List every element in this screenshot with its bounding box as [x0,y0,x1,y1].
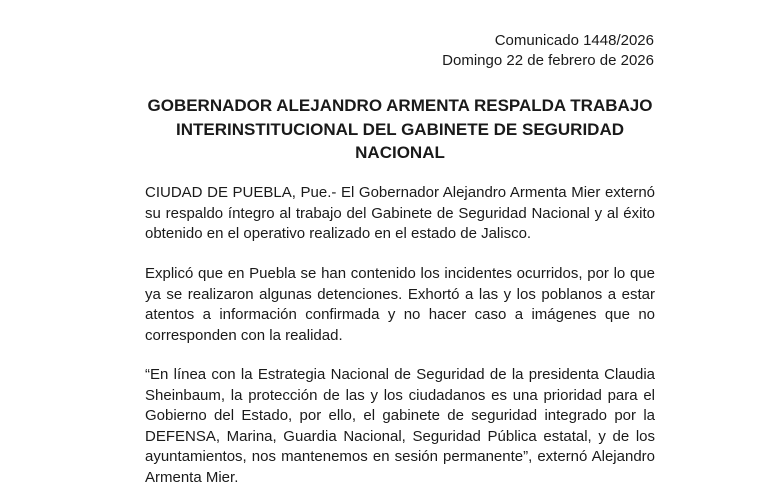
body-paragraph-3: “En línea con la Estrategia Nacional de Seguridad de la presidenta Claudia Sheinbaum, la protección de las y los ciudadanos es una prioridad para el Gobierno del Estado, por ello, el gabinete de seguridad integrado por la DEFENSA, Marina, Guardia Nacional, Seguridad Pública estatal, y de los ayuntamientos, nos mantenemos en sesión permanente”, externó Alejandro Armenta Mier. [145,366,655,486]
communique-number: Comunicado 1448/2026 [494,32,654,49]
body-paragraph-1: CIUDAD DE PUEBLA, Pue.- El Gobernador Alejandro Armenta Mier externó su respaldo íntegro al trabajo del Gabinete de Seguridad Nacional y al éxito obtenido en el operativo realizado en el estado de Jalisco. [145,184,655,242]
document-header [442,31,654,71]
body-paragraph-2: Explicó que en Puebla se han contenido los incidentes ocurridos, por lo que ya se realizaron algunas detenciones. Exhortó a las y los poblanos a estar atentos a información confirmada y no hacer caso a imágenes que no corresponden con la realidad. [145,265,655,344]
press-release-title: GOBERNADOR ALEJANDRO ARMENTA RESPALDA TRABAJO INTERINSTITUCIONAL DEL GABINETE DE SEGURIDAD NACIONAL [147,96,653,162]
communique-date: Domingo 22 de febrero de 2026 [442,52,654,69]
